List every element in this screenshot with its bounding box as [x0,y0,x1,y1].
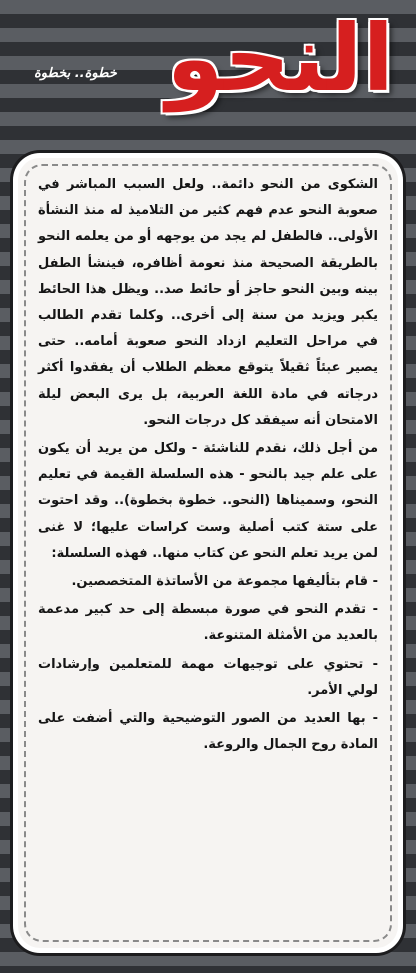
feature-item-simplified: - تقدم النحو في صورة مبسطة إلى حد كبير مدعمة بالعديد من الأمثلة المتنوعة. [38,602,378,644]
feature-item-illustrations: - بها العديد من الصور التوضيحية والتي أضفت على المادة روح الجمال والروعة. [38,711,378,753]
series-title: النحو [166,5,394,112]
description-text [38,172,378,760]
paragraph-intro: الشكوى من النحو دائمة.. ولعل السبب المباشر في صعوبة النحو عدم فهم كثير من التلاميذ له منذ النشأة الأولى.. فالطفل لم يجد من يوجهه أو من يعلمه النحو بالطريقة الصحيحة منذ نعومة أظافره، فينشأ الطفل بينه وبين النحو حاجز أو حائط صد.. ويظل هذا الحائط يكبر ويزيد من سنة إلى أخرى.. وكلما تقدم الطالب في مراحل التعليم ازداد النحو صعوبة أمامه.. حتى يصير عبئاً ثقيلاً يتوقع معظم الطلاب أن يفقدوا أكثر درجاته في مادة اللغة العربية، بل يرى البعض ليلة الامتحان أنه سيفقد كل درجات النحو. [38,177,378,428]
feature-item-guidance: - تحتوي على توجيهات مهمة للمتعلمين وإرشادات لولي الأمر. [38,656,378,698]
feature-item-authors: - قام بتأليفها مجموعة من الأساتذة المتخصصين. [71,574,378,590]
series-subtitle: خطوة.. بخطوة [34,66,117,81]
paragraph-series: من أجل ذلك، نقدم للناشئة - ولكل من يريد أن يكون على علم جيد بالنحو - هذه السلسلة القيمة في تعليم النحو، وسميناها (النحو.. خطوة بخطوة).. وقد احتوت على ستة كتب أصلية وست كراسات عليها؛ لا غنى لمن يريد تعلم النحو عن كتاب منها.. فهذه السلسلة: [38,441,378,561]
description-card [18,158,398,948]
header [0,0,416,150]
